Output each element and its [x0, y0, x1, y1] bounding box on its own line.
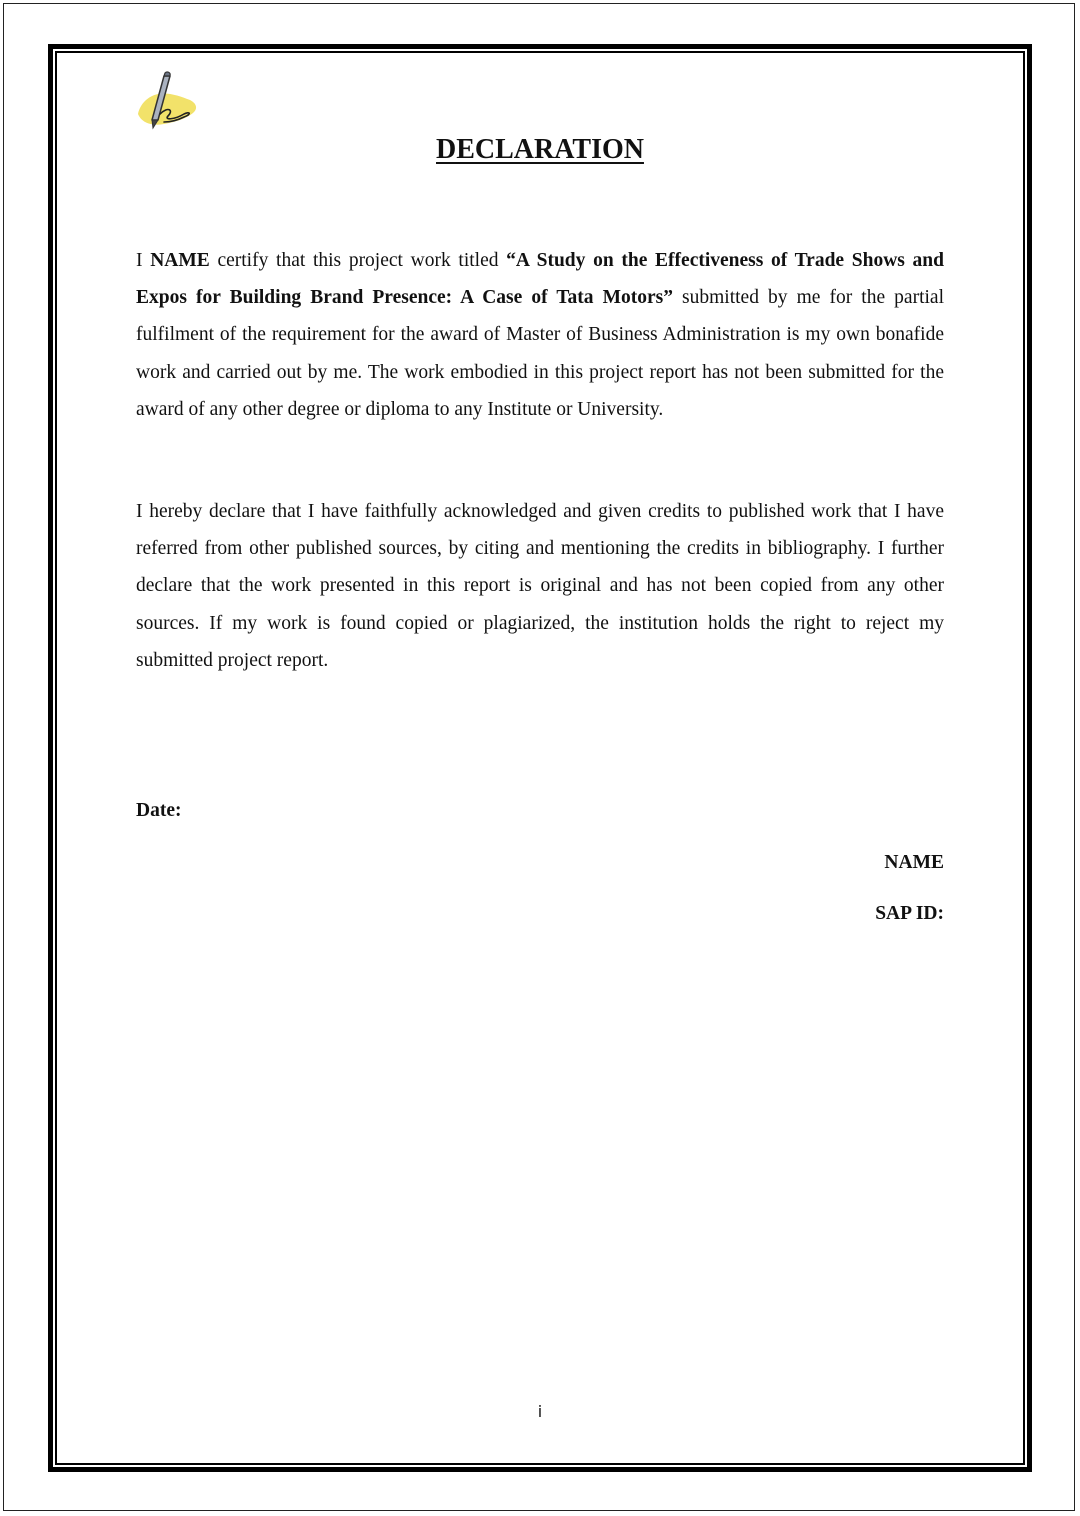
- paragraph-1-text-a: I: [136, 250, 151, 271]
- pen-signature-icon: [134, 70, 202, 132]
- declaration-paragraph-1: [136, 242, 944, 428]
- paragraph-1-text-b: certify that this project work titled: [209, 250, 507, 271]
- signature-name: NAME: [884, 852, 944, 873]
- title-text: DECLARATION: [436, 134, 644, 165]
- page-title: [0, 132, 1080, 168]
- project-title: “A Study on the Effectiveness of Trade Shows and Expos for Building Brand Presence: A Case of Tata Motors”: [136, 250, 944, 309]
- student-name-placeholder: NAME: [150, 250, 210, 271]
- paragraph-1-text-c: submitted by me for the partial fulfilment of the requirement for the award of Master of Business Administration is my own bonafide work and carried out by me. The work embodied in this project report has not been submitted for the award of any other degree or diploma to any Institute or University.: [136, 287, 944, 420]
- page-number: i: [537, 1402, 543, 1421]
- date-label: Date:: [136, 800, 182, 821]
- signature-sap-id: SAP ID:: [875, 903, 944, 924]
- declaration-paragraph-2: I hereby declare that I have faithfully acknowledged and given credits to published work that I have referred from other published sources, by citing and mentioning the credits in bibliography. I further declare that the work presented in this report is original and has not been copied from any other sources. If my work is found copied or plagiarized, the institution holds the right to reject my submitted project report.: [136, 501, 944, 671]
